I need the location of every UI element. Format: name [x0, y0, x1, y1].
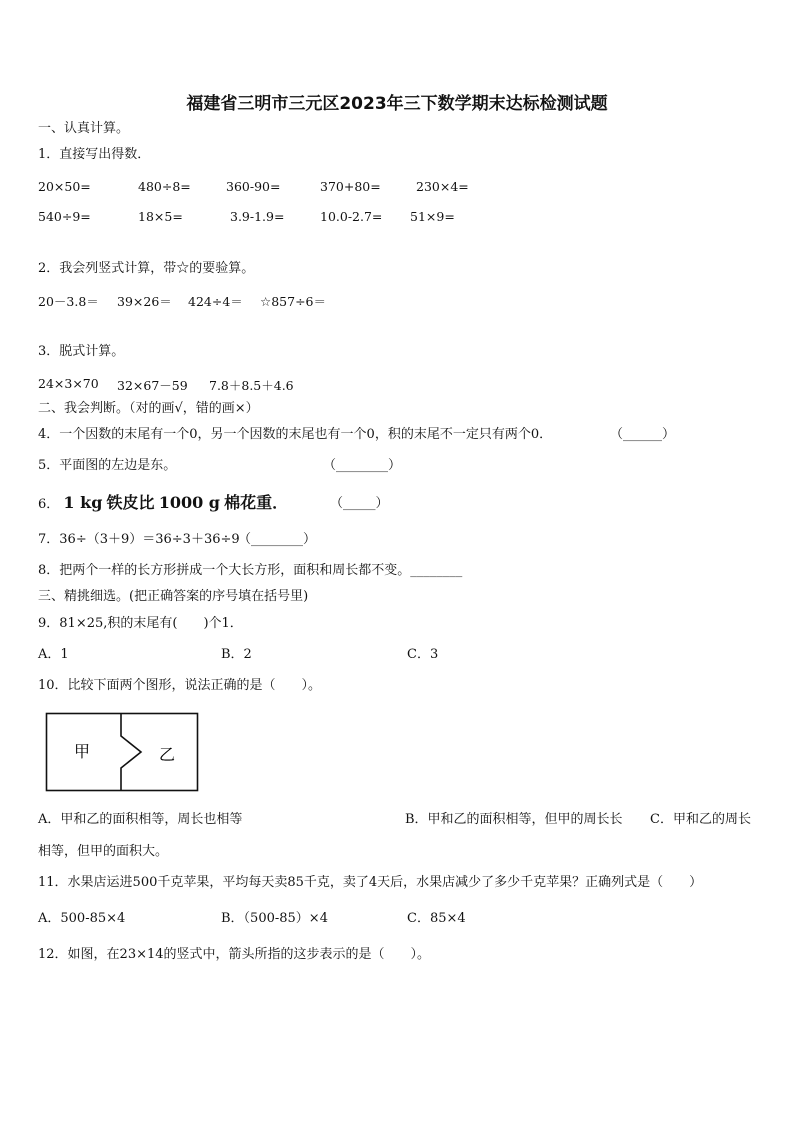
- q1-item: 51×9=: [410, 209, 455, 224]
- q10-figure: [45, 712, 201, 794]
- q1-item: 3.9-1.9=: [230, 209, 285, 224]
- q1-item: 370+80=: [320, 179, 381, 194]
- q9-option-b[interactable]: B．2: [221, 647, 252, 662]
- q2-prompt: 2．我会列竖式计算，带☆的要验算。: [38, 261, 255, 276]
- q5-answer-blank[interactable]: （________）: [323, 458, 402, 473]
- q3-item: 7.8＋8.5＋4.6: [209, 378, 294, 393]
- q8-text: 8．把两个一样的长方形拼成一个大长方形，面积和周长都不变。________: [38, 563, 463, 578]
- q1-prompt: 1．直接写出得数．: [38, 147, 151, 162]
- q6-num: 6．: [38, 497, 60, 512]
- q2-item: 20－3.8＝: [38, 294, 99, 309]
- q9-option-a[interactable]: A．1: [38, 647, 69, 662]
- q10-option-c-cont: 相等，但甲的面积大。: [38, 844, 169, 859]
- q2-item: 424÷4＝: [188, 294, 243, 309]
- q11-prompt: 11．水果店运进500千克苹果，平均每天卖85千克，卖了4天后，水果店减少了多少千克苹果？正确列式是（ ）: [38, 875, 703, 890]
- q10-option-a[interactable]: A．甲和乙的面积相等，周长也相等: [38, 812, 243, 827]
- q6-part4: 棉花重．: [224, 493, 289, 512]
- q6-line: [38, 495, 288, 511]
- q11-option-a[interactable]: A．500-85×4: [38, 911, 126, 926]
- q6-part3: 1000 g: [158, 493, 220, 512]
- q1-item: 230×4=: [416, 179, 469, 194]
- q3-item: 24×3×70: [38, 376, 99, 391]
- q3-prompt: 3．脱式计算。: [38, 344, 125, 359]
- q6-answer-blank[interactable]: （_____）: [330, 496, 389, 511]
- section1-heading: 一、认真计算。: [38, 121, 130, 136]
- q5-text: 5．平面图的左边是东。: [38, 458, 177, 473]
- q11-option-b[interactable]: B．（500-85）×4: [221, 911, 328, 926]
- q7-answer-blank[interactable]: （________）: [238, 532, 317, 547]
- q4-text: 4．一个因数的末尾有一个0，另一个因数的末尾也有一个0，积的末尾不一定只有两个0．: [38, 427, 553, 442]
- q1-item: 480÷8=: [138, 179, 191, 194]
- q11-option-c[interactable]: C．85×4: [407, 911, 466, 926]
- q2-item: ☆857÷6＝: [260, 294, 326, 309]
- q1-item: 18×5=: [138, 209, 183, 224]
- q3-item: 32×67－59: [117, 378, 188, 393]
- q9-option-c[interactable]: C．3: [407, 647, 439, 662]
- q1-item: 10.0-2.7=: [320, 209, 383, 224]
- q12-prompt: 12．如图，在23×14的竖式中，箭头所指的这步表示的是（ ）。: [38, 947, 431, 962]
- q1-item: 360-90=: [226, 179, 281, 194]
- q6-part1: 1 kg: [63, 493, 103, 512]
- section3-heading: 三、精挑细选。(把正确答案的序号填在括号里): [38, 589, 309, 604]
- q7-text: 7．36÷（3＋9）＝36÷3＋36÷9: [38, 532, 240, 547]
- q4-answer-blank[interactable]: （______）: [610, 427, 676, 442]
- q10-prompt: 10．比较下面两个图形，说法正确的是（ ）。: [38, 678, 322, 693]
- q10-label-jia: 甲: [74, 742, 91, 761]
- section2-heading: 二、我会判断。（对的画√，错的画×）: [38, 401, 259, 416]
- q10-option-b[interactable]: B．甲和乙的面积相等，但甲的周长长: [405, 812, 623, 827]
- q1-item: 20×50=: [38, 179, 91, 194]
- page-title: 福建省三明市三元区2023年三下数学期末达标检测试题: [186, 94, 608, 114]
- q6-part2: 铁皮比: [106, 493, 155, 512]
- q10-divider: [121, 714, 141, 791]
- q10-option-c[interactable]: C．甲和乙的周长: [650, 812, 751, 827]
- q9-prompt: 9．81×25,积的末尾有( )个1．: [38, 616, 243, 631]
- q1-item: 540÷9=: [38, 209, 91, 224]
- q2-item: 39×26＝: [117, 294, 172, 309]
- q10-label-yi: 乙: [159, 745, 176, 764]
